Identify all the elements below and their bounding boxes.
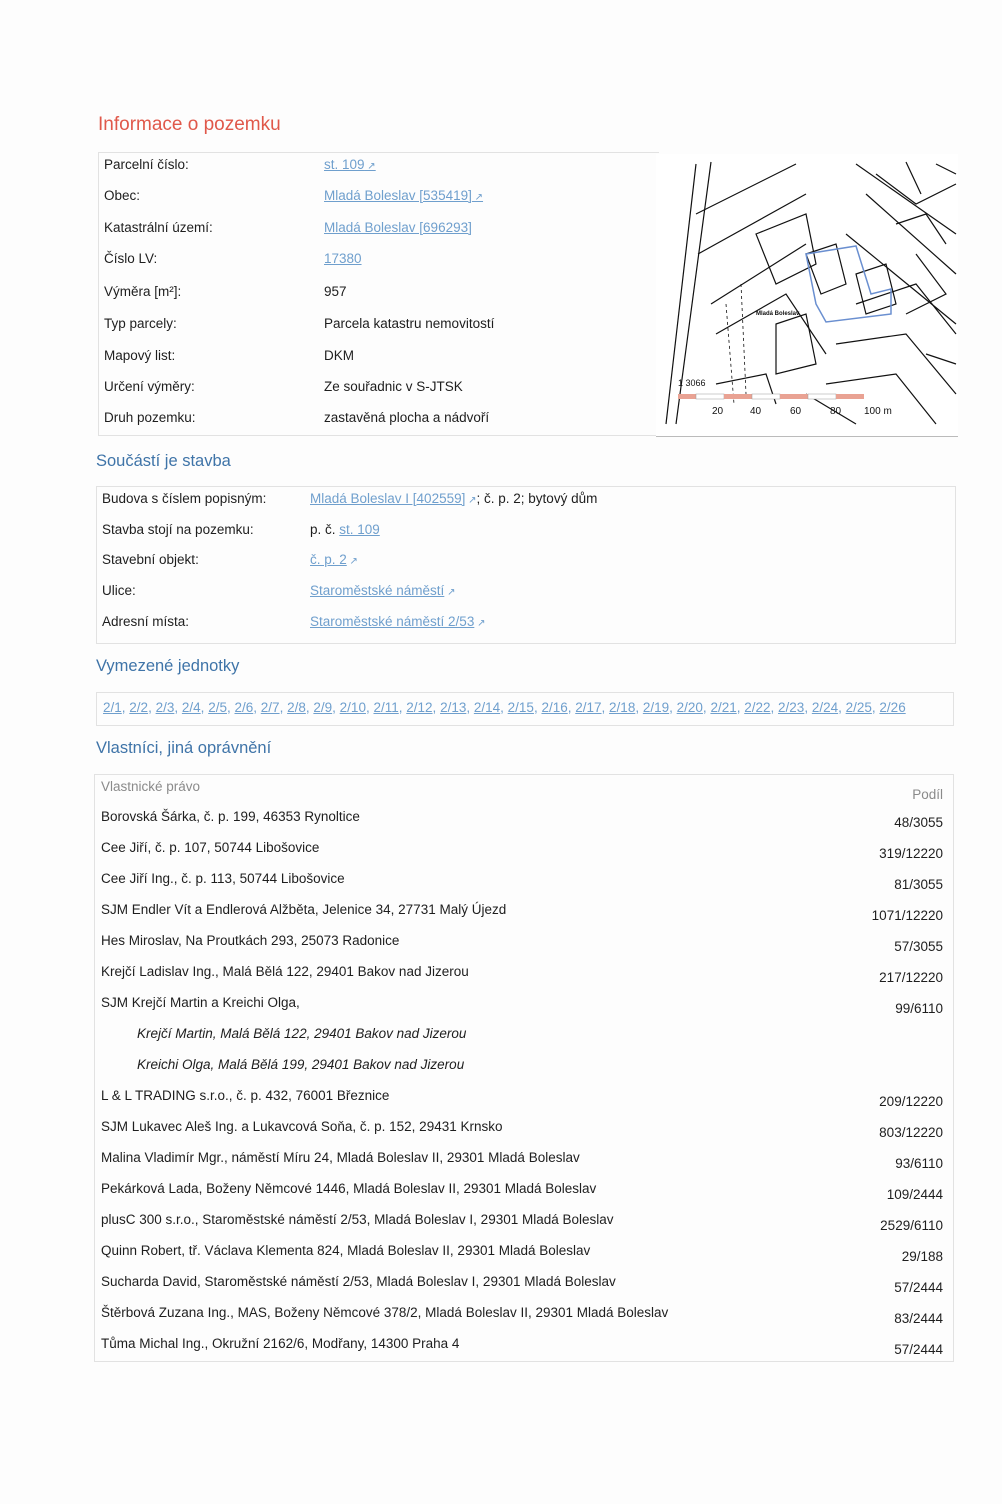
owner-share: 217/12220 [879, 970, 943, 985]
land-row-value-text: Ze souřadnic v S-JTSK [324, 379, 463, 394]
unit-separator: , [432, 700, 441, 715]
land-row-label: Výměra [m²]: [104, 284, 182, 299]
building-row-value [310, 581, 455, 603]
unit-separator: , [601, 700, 610, 715]
external-link-icon: ↗ [465, 495, 477, 506]
external-link-icon: ↗ [444, 587, 456, 598]
owner-name: Quinn Robert, tř. Václava Klementa 824, Mladá Boleslav II, 29301 Mladá Boleslav [101, 1243, 591, 1258]
unit-separator: , [253, 700, 261, 715]
land-row-value-text: DKM [324, 348, 354, 363]
unit-link[interactable]: 2/23 [778, 700, 805, 715]
owner-name: Hes Miroslav, Na Proutkách 293, 25073 Radonice [101, 933, 400, 948]
unit-separator: , [466, 700, 474, 715]
unit-link[interactable]: 2/15 [507, 700, 534, 715]
owner-name: Cee Jiří, č. p. 107, 50744 Libošovice [101, 840, 320, 855]
owners-panel [94, 774, 954, 1362]
land-row-label: Mapový list: [104, 348, 176, 363]
owner-share: 93/6110 [895, 1156, 943, 1171]
building-row-link[interactable]: Staroměstské náměstí 2/53 [310, 614, 475, 629]
building-row-value [310, 612, 486, 634]
owner-name: Sucharda David, Staroměstské náměstí 2/53, Mladá Boleslav I, 29301 Mladá Boleslav [101, 1274, 616, 1289]
unit-link[interactable]: 2/4 [181, 700, 201, 715]
unit-separator: , [804, 700, 812, 715]
owner-name: Štěrbová Zuzana Ing., MAS, Boženy Němcové 378/2, Mladá Boleslav II, 29301 Mladá Boleslav [101, 1305, 669, 1320]
owner-row [101, 900, 947, 923]
owner-name: Kreichi Olga, Malá Bělá 199, 29401 Bakov nad Jizerou [137, 1057, 465, 1072]
owner-row [101, 869, 947, 892]
owner-row [101, 1334, 947, 1357]
land-row-link[interactable] [324, 249, 362, 269]
unit-separator: , [500, 700, 508, 715]
owner-share: 319/12220 [879, 846, 943, 861]
map-scale-label: 60 [790, 406, 802, 417]
unit-link[interactable]: 2/16 [541, 700, 568, 715]
units-panel [96, 692, 954, 726]
building-row-label: Adresní místa: [102, 614, 190, 629]
unit-link[interactable]: 2/21 [710, 700, 737, 715]
unit-separator: , [736, 700, 745, 715]
unit-link[interactable]: 2/5 [208, 700, 227, 715]
units-list [103, 700, 910, 715]
unit-link[interactable]: 2/8 [287, 700, 306, 715]
land-row-label: Číslo LV: [104, 251, 158, 266]
owner-row [101, 993, 947, 1016]
owner-row [101, 1241, 947, 1264]
owner-name: Malina Vladimír Mgr., náměstí Míru 24, Mladá Boleslav II, 29301 Mladá Boleslav [101, 1150, 580, 1165]
owner-share: 1071/12220 [871, 908, 943, 923]
owner-name: Borovská Šárka, č. p. 199, 46353 Rynoltice [101, 809, 360, 824]
building-row-label: Budova s číslem popisným: [102, 491, 267, 506]
owner-share: 2529/6110 [880, 1218, 943, 1233]
land-row-value-text: 17380 [324, 251, 362, 266]
owner-share: 57/3055 [894, 939, 943, 954]
building-row-link[interactable]: Mladá Boleslav I [402559] [310, 491, 466, 506]
unit-link[interactable]: 2/13 [440, 700, 467, 715]
land-row-value-text: Parcela katastru nemovitostí [324, 316, 495, 331]
owner-row [101, 1055, 947, 1075]
owner-row [101, 807, 947, 830]
land-row-value [324, 314, 494, 334]
unit-separator: , [226, 700, 235, 715]
unit-link[interactable]: 2/20 [676, 700, 703, 715]
unit-separator: , [279, 700, 288, 715]
owner-row [101, 931, 947, 954]
owner-row [101, 1179, 947, 1202]
owner-share: 57/2444 [894, 1280, 943, 1295]
unit-link[interactable]: 2/17 [575, 700, 602, 715]
owner-row [101, 838, 947, 861]
owner-row [101, 1272, 947, 1295]
unit-separator: , [770, 700, 779, 715]
land-row-value [324, 346, 354, 366]
land-row-value [324, 408, 489, 428]
land-row-label: Parcelní číslo: [104, 157, 189, 172]
unit-link[interactable]: 2/26 [879, 700, 906, 715]
unit-separator: , [148, 700, 156, 715]
unit-link[interactable]: 2/9 [313, 700, 333, 715]
owner-row [101, 1303, 947, 1326]
owner-name: Cee Jiří Ing., č. p. 113, 50744 Libošovice [101, 871, 345, 886]
unit-separator: , [635, 700, 643, 715]
owner-share: 209/12220 [879, 1094, 943, 1109]
unit-link[interactable]: 2/3 [155, 700, 175, 715]
unit-separator: , [365, 700, 374, 715]
ownership-type-label: Vlastnické právo [101, 779, 201, 794]
unit-separator: , [305, 700, 314, 715]
owner-name: SJM Krejčí Martin a Kreichi Olga, [101, 995, 300, 1010]
building-row-value [310, 520, 380, 540]
map-scale-label: 40 [750, 406, 762, 417]
land-row-label: Katastrální území: [104, 220, 213, 235]
owner-row [101, 1086, 947, 1109]
unit-separator: , [567, 700, 576, 715]
owner-name: Krejčí Martin, Malá Bělá 122, 29401 Bakov nad Jizerou [137, 1026, 467, 1041]
unit-separator: , [533, 700, 542, 715]
owner-row [101, 1117, 947, 1140]
land-row-link[interactable] [324, 218, 472, 238]
cadastral-map[interactable] [656, 154, 958, 437]
owner-name: plusC 300 s.r.o., Staroměstské náměstí 2/53, Mladá Boleslav I, 29301 Mladá Boleslav [101, 1212, 614, 1227]
unit-link[interactable]: 2/2 [129, 700, 149, 715]
unit-separator: , [871, 700, 880, 715]
land-row-value-text: st. 109 [324, 157, 365, 172]
owner-row [101, 962, 947, 985]
owner-share: 803/12220 [879, 1125, 943, 1140]
building-row-suffix: ; č. p. 2; bytový dům [476, 491, 598, 506]
building-row-link[interactable]: Staroměstské náměstí [310, 583, 445, 598]
owners-header [101, 777, 947, 802]
building-row-prefix: p. č. [310, 522, 340, 537]
external-link-icon: ↗ [474, 618, 486, 629]
unit-link[interactable]: 2/19 [642, 700, 670, 715]
building-row-label: Stavba stojí na pozemku: [102, 522, 254, 537]
unit-link[interactable]: 2/18 [609, 700, 636, 715]
unit-link[interactable]: 2/12 [406, 700, 433, 715]
unit-separator: , [174, 700, 182, 715]
land-row-value-text: zastavěná plocha a nádvoří [324, 410, 490, 425]
map-scale-label: 20 [712, 406, 724, 417]
unit-separator: , [838, 700, 846, 715]
land-row-value-text: Mladá Boleslav [535419] [324, 188, 472, 203]
unit-link[interactable]: 2/11 [373, 700, 399, 715]
map-drawing [656, 154, 958, 436]
owner-name: Krejčí Ladislav Ing., Malá Bělá 122, 29401 Bakov nad Jizerou [101, 964, 469, 979]
owner-name: SJM Lukavec Aleš Ing. a Lukavcová Soňa, č. p. 152, 29431 Krnsko [101, 1119, 503, 1134]
external-link-icon: ↗ [471, 192, 484, 203]
share-column-label: Podíl [912, 787, 943, 802]
building-row-label: Ulice: [102, 583, 136, 598]
unit-link[interactable]: 2/22 [744, 700, 771, 715]
map-place-label: Mladá Boleslav [756, 311, 800, 317]
unit-separator: , [702, 700, 711, 715]
unit-link[interactable]: 2/25 [845, 700, 872, 715]
owner-name: Tůma Michal Ing., Okružní 2162/6, Modřany, 14300 Praha 4 [101, 1336, 460, 1351]
unit-separator: , [121, 700, 130, 715]
land-row-value-text: 957 [324, 284, 347, 299]
owner-share: 99/6110 [895, 1001, 943, 1016]
owner-share: 109/2444 [886, 1187, 943, 1202]
unit-separator: , [398, 700, 407, 715]
unit-link[interactable]: 2/7 [260, 700, 280, 715]
land-row-link[interactable] [324, 155, 376, 177]
unit-separator: , [332, 700, 340, 715]
owner-name: L & L TRADING s.r.o., č. p. 432, 76001 Březnice [101, 1088, 390, 1103]
unit-separator: , [200, 700, 209, 715]
building-row-link[interactable]: st. 109 [339, 522, 380, 537]
building-heading: Součástí je stavba [96, 452, 231, 470]
owner-row [101, 1024, 947, 1044]
land-row-link[interactable] [324, 186, 483, 208]
building-row-label: Stavební objekt: [102, 552, 199, 567]
map-scale-label: 100 m [864, 406, 892, 417]
unit-link[interactable]: 2/6 [234, 700, 254, 715]
map-corner-label: 1 3066 [678, 378, 706, 388]
land-row-label: Druh pozemku: [104, 410, 196, 425]
unit-separator: , [669, 700, 677, 715]
owner-share: 81/3055 [894, 877, 943, 892]
map-scale-label: 80 [830, 406, 842, 417]
land-row-value-text: Mladá Boleslav [696293] [324, 220, 472, 235]
owner-row [101, 1210, 947, 1233]
external-link-icon: ↗ [364, 161, 376, 172]
page-title: Informace o pozemku [98, 114, 281, 135]
owner-name: Pekárková Lada, Boženy Němcové 1446, Mladá Boleslav II, 29301 Mladá Boleslav [101, 1181, 597, 1196]
unit-link[interactable]: 2/14 [473, 700, 501, 715]
building-row-value [310, 489, 597, 511]
land-row-label: Obec: [104, 188, 141, 203]
owner-share: 48/3055 [894, 815, 943, 830]
owner-share: 83/2444 [894, 1311, 943, 1326]
owner-share: 57/2444 [894, 1342, 943, 1357]
building-row-link[interactable]: č. p. 2 [310, 552, 347, 567]
unit-link[interactable]: 2/1 [103, 700, 122, 715]
external-link-icon: ↗ [346, 556, 358, 567]
land-row-label: Určení výměry: [104, 379, 195, 394]
unit-link[interactable]: 2/24 [811, 700, 839, 715]
land-row-value [324, 377, 463, 397]
owner-share: 29/188 [901, 1249, 943, 1264]
owner-row [101, 1148, 947, 1171]
owner-name: SJM Endler Vít a Endlerová Alžběta, Jelenice 34, 27731 Malý Újezd [101, 902, 507, 917]
owners-heading: Vlastníci, jiná oprávnění [96, 739, 272, 757]
units-heading: Vymezené jednotky [96, 657, 240, 675]
unit-link[interactable]: 2/10 [339, 700, 366, 715]
land-row-value [324, 282, 347, 302]
building-row-value [310, 550, 358, 572]
land-row-label: Typ parcely: [104, 316, 177, 331]
